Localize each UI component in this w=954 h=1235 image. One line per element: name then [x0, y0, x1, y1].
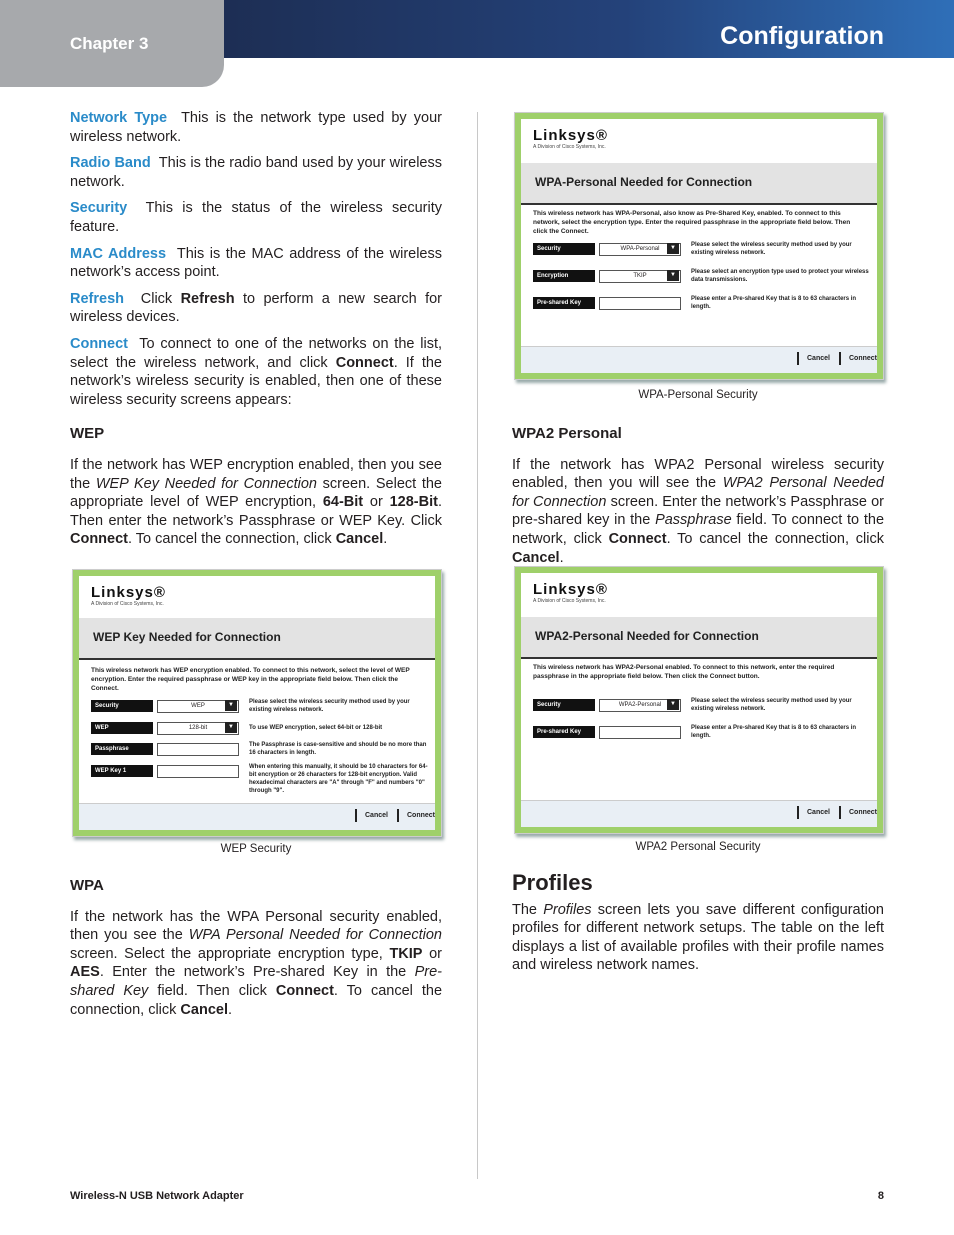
preshared-key-field[interactable] — [599, 297, 681, 310]
linksys-logo: Linksys® — [91, 584, 166, 601]
dropdown-arrow-icon[interactable]: ▼ — [225, 722, 237, 733]
connect-button[interactable]: Connect — [849, 809, 877, 816]
right-column — [512, 425, 884, 575]
connect-button[interactable]: Connect — [407, 812, 435, 819]
wpa2-screenshot: Linksys® A Division of Cisco Systems, Inc. WPA2-Personal Needed for Connection This wireless network has WPA2-Personal enabled. To connect to this network, enter the required passphrase in the appropriate field below. Then click the Connect button. Security WPA2-Personal ▼ Please select the wireless security method used by your existing wireless network. Pre-shared Key Please enter a Pre-shared Key that is 8 to 63 characters in length. Cancel Connect — [514, 566, 884, 834]
paragraph-wpa2: If the network has WPA2 Personal wireless security enabled, then you will see the WPA2 Personal Needed for Connection screen. Enter the network’s Passphrase or pre-shared key in the Passphrase field. To connect to the network, click Connect. To cancel the connection, click Cancel. — [512, 456, 885, 566]
header-bar — [224, 0, 954, 58]
wep-screenshot: Linksys® A Division of Cisco Systems, Inc. WEP Key Needed for Connection This wireless network has WEP encryption enabled. To connect to this network, select the level of WEP encryption. Enter the required passphrase or WEP key in the appropriate field below. Then click the Connect. Security WEP ▼ Please select the wireless security method used by your existing wireless network. WEP 128-bit ▼ To use WEP encryption, select 64-bit or 128-bit Passphrase The Passphrase is case-sensitive and should be no more than 16 characters in length. WEP Key 1 When entering this manually, it should be 10 characters for 64-bit encryption or 26 characters for 128-bit encryption. Valid hexadecimal characters are "A" through "F" and numbers "0" through "9". Cancel Connect — [72, 569, 442, 837]
security-select[interactable]: WEP — [157, 700, 239, 713]
cancel-button[interactable]: Cancel — [807, 809, 830, 816]
paragraph-wpa: If the network has the WPA Personal security enabled, then you see the WPA Personal Needed for Connection screen. Select the appropriate encryption type, TKIP or AES. Enter the network’s Pre-shared Key in the Pre-shared Key field. Then click Connect. To cancel the connection, click Cancel. — [70, 908, 443, 1018]
cancel-button[interactable]: Cancel — [365, 812, 388, 819]
left-column — [70, 109, 442, 557]
screen-intro: This wireless network has WEP encryption enabled. To connect to this network, select the level of WEP encryption. Enter the required passphrase or WEP key in the appropriate field below. Then click the Connect. — [91, 667, 410, 692]
screen-intro: This wireless network has WPA2-Personal enabled. To connect to this network, enter the required passphrase in the appropriate field below. Then click the Connect button. — [533, 664, 835, 680]
screen-title: WPA2-Personal Needed for Connection — [535, 629, 759, 643]
page-header — [0, 0, 954, 87]
definition-mac-address: MAC Address This is the MAC address of the wireless network’s access point. — [70, 245, 442, 281]
caption-wep: WEP Security — [220, 843, 292, 855]
security-select[interactable]: WPA2-Personal — [599, 699, 681, 712]
definition-connect: Connect To connect to one of the networks on the list, select the wireless network, and click Connect. If the network’s wireless security is enabled, then one of these wireless security screens appears: — [70, 335, 442, 408]
screen-title: WPA-Personal Needed for Connection — [535, 175, 753, 189]
connect-button[interactable]: Connect — [849, 355, 877, 362]
preshared-key-field[interactable] — [599, 726, 681, 739]
dropdown-arrow-icon[interactable]: ▼ — [667, 699, 679, 710]
dropdown-arrow-icon[interactable]: ▼ — [667, 270, 679, 281]
profiles-section — [512, 870, 884, 983]
heading-wep: WEP — [70, 425, 105, 443]
caption-wpa2: WPA2 Personal Security — [635, 841, 761, 853]
wep-key-field[interactable] — [157, 765, 239, 778]
chapter-tab — [0, 0, 224, 87]
left-column-lower — [70, 877, 442, 1027]
heading-wpa: WPA — [70, 877, 104, 894]
caption-wpa: WPA-Personal Security — [638, 389, 758, 401]
security-select[interactable]: WPA-Personal — [599, 243, 681, 256]
heading-wpa2: WPA2 Personal — [512, 425, 622, 442]
wpa-screenshot: Linksys® A Division of Cisco Systems, Inc. WPA-Personal Needed for Connection This wireless network has WPA-Personal, also know as Pre-Shared Key, enabled. To connect to this network, select the encryption type. Enter the required passphrase in the appropriate field below. Then click the Connect. Security WPA-Personal ▼ Please select the wireless security method used by your existing wireless network. Encryption TKIP ▼ Please select an encryption type used to protect your wireless data transmissions. Pre-shared Key Please enter a Pre-shared Key that is 8 to 63 characters in length. Cancel Connect — [514, 112, 884, 380]
paragraph-profiles: The Profiles screen lets you save different configuration profiles for different network setups. The table on the left displays a list of available profiles with their profile names and wireless network names. — [512, 901, 884, 974]
linksys-logo: Linksys® — [533, 127, 608, 144]
wep-level-select[interactable]: 128-bit — [157, 722, 239, 735]
dropdown-arrow-icon[interactable]: ▼ — [225, 700, 237, 711]
passphrase-field[interactable] — [157, 743, 239, 756]
heading-profiles: Profiles — [512, 870, 593, 895]
definition-refresh: Refresh Click Refresh to perform a new search for wireless devices. — [70, 290, 443, 326]
footer-product: Wireless-N USB Network Adapter — [70, 1190, 244, 1202]
screen-intro: This wireless network has WPA-Personal, also know as Pre-Shared Key, enabled. To connect to this network, select the encryption type. Enter the required passphrase in the appropriate field below. Then click the Connect. — [533, 210, 851, 235]
page-number: 8 — [877, 1190, 884, 1202]
paragraph-wep: If the network has WEP encryption enabled, then you see the WEP Key Needed for Connection screen. Select the appropriate level of WEP encryption, 64-Bit or 128-Bit. Then enter the network’s Passphrase or WEP Key. Click Connect. To cancel the connection, click Cancel. — [70, 456, 442, 548]
page-title: Configuration — [720, 22, 884, 50]
cancel-button[interactable]: Cancel — [807, 355, 830, 362]
encryption-select[interactable]: TKIP — [599, 270, 681, 283]
definition-security: Security This is the status of the wireless security feature. — [70, 200, 442, 235]
dropdown-arrow-icon[interactable]: ▼ — [667, 243, 679, 254]
column-divider — [477, 112, 478, 1179]
chapter-label: Chapter 3 — [70, 34, 149, 53]
screen-title: WEP Key Needed for Connection — [93, 630, 281, 644]
definition-network-type: Network Type This is the network type used by your wireless network. — [70, 110, 442, 145]
linksys-logo: Linksys® — [533, 581, 608, 598]
definition-radio-band: Radio Band This is the radio band used by your wireless network. — [70, 155, 442, 190]
